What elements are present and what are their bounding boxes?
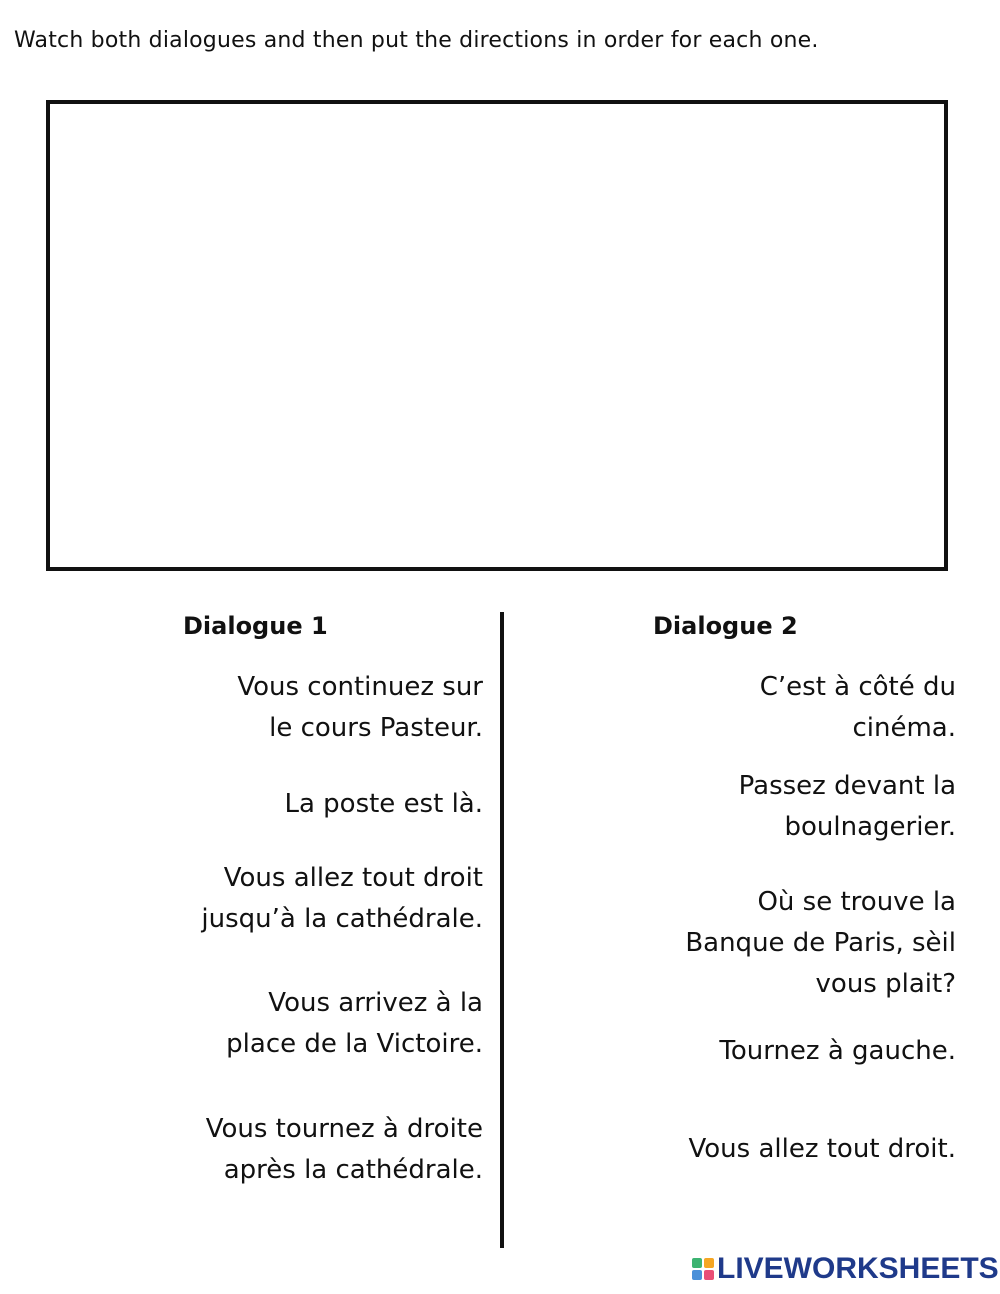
- dialogue-2-item[interactable]: Où se trouve la Banque de Paris, sèil vous plait?: [685, 887, 956, 999]
- dialogue-2-item[interactable]: Tournez à gauche.: [719, 1036, 956, 1066]
- dialogue-2-item[interactable]: Passez devant la boulnagerier.: [738, 771, 956, 842]
- dialogue-1-item[interactable]: La poste est là.: [284, 789, 483, 819]
- logo-text: LIVEWORKSHEETS: [717, 1252, 999, 1285]
- dialogue-2-title: Dialogue 2: [653, 612, 798, 640]
- column-divider: [500, 612, 504, 1248]
- instructions-text: Watch both dialogues and then put the directions in order for each one.: [14, 28, 819, 53]
- video-player-frame[interactable]: [46, 100, 948, 571]
- liveworksheets-logo-icon: [692, 1258, 714, 1280]
- liveworksheets-logo[interactable]: [692, 1252, 999, 1286]
- dialogue-1-item[interactable]: Vous arrivez à la place de la Victoire.: [226, 988, 483, 1059]
- dialogue-1-item[interactable]: Vous allez tout droit jusqu’à la cathédrale.: [201, 863, 483, 934]
- dialogue-2-item[interactable]: C’est à côté du cinéma.: [759, 672, 956, 743]
- dialogue-1-item[interactable]: Vous tournez à droite après la cathédrale.: [205, 1114, 483, 1185]
- dialogue-1-item[interactable]: Vous continuez sur le cours Pasteur.: [237, 672, 483, 743]
- dialogue-2-item[interactable]: Vous allez tout droit.: [688, 1134, 956, 1164]
- dialogue-1-title: Dialogue 1: [183, 612, 328, 640]
